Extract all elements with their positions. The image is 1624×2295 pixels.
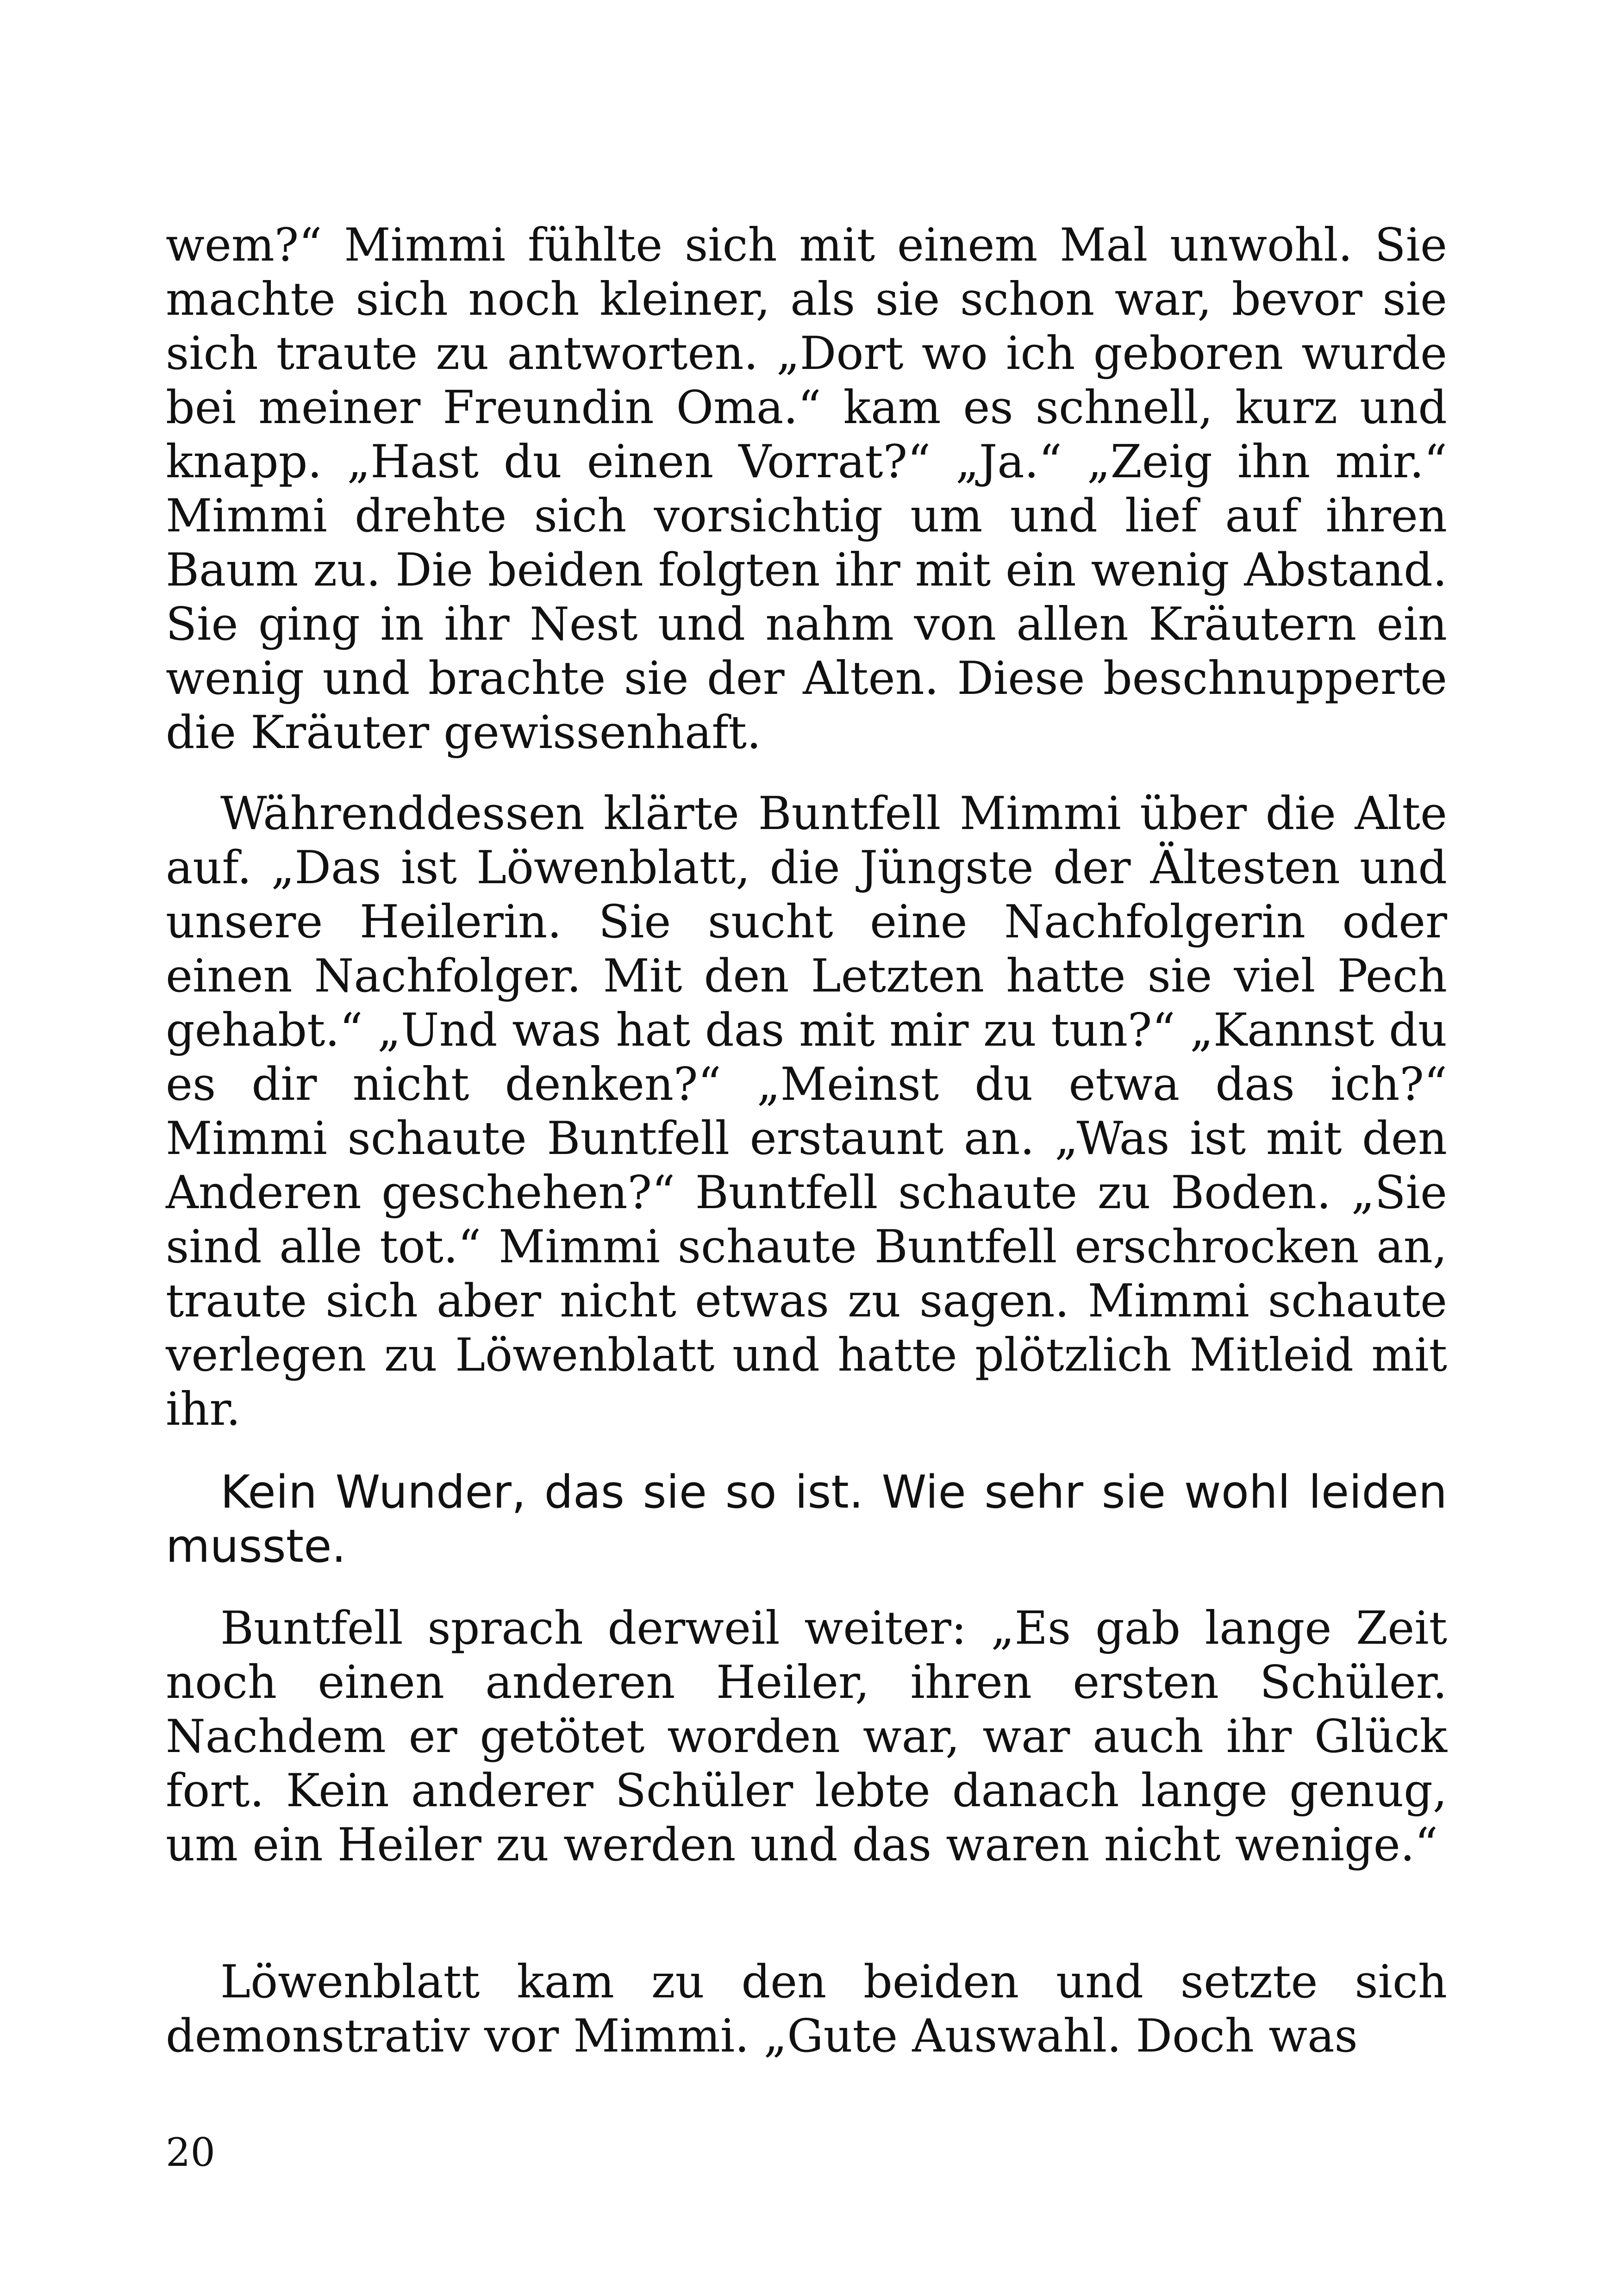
paragraph-text: Löwenblatt kam zu den beiden und setzte sich demonstrativ vor Mimmi. „Gute Auswahl. Doch was	[166, 1956, 1447, 2063]
paragraph-4	[166, 1602, 1447, 1872]
paragraph-text: Buntfell sprach derweil weiter: „Es gab lange Zeit noch einen anderen Heiler, ihren ersten Schüler. Nachdem er getötet worden war, war auch ihr Glück fort. Kein anderer Schüler lebte danach lange genug, um ein Heiler zu werden und das waren nicht wenige.“	[166, 1602, 1447, 1871]
paragraph-1	[166, 218, 1447, 760]
paragraph-text: wem?“ Mimmi fühlte sich mit einem Mal unwohl. Sie machte sich noch kleiner, als sie schon war, bevor sie sich traute zu antworten. „Dort wo ich geboren wurde bei meiner Freundin Oma.“ kam es schnell, kurz und knapp. „Hast du einen Vorrat?“ „Ja.“ „Zeig ihn mir.“ Mimmi drehte sich vorsichtig um und lief auf ihren Baum zu. Die beiden folgten ihr mit ein wenig Abstand. Sie ging in ihr Nest und nahm von allen Kräutern ein wenig und brachte sie der Alten. Diese beschnupperte die Kräuter gewissenhaft.	[166, 219, 1447, 759]
paragraph-2	[166, 787, 1447, 1437]
page-number: 20	[166, 2130, 215, 2175]
paragraph-text: Währenddessen klärte Buntfell Mimmi über die Alte auf. „Das ist Löwenblatt, die Jüngste der Ältesten und unsere Heilerin. Sie sucht eine Nachfolgerin oder einen Nachfolger. Mit den Letzten hatte sie viel Pech gehabt.“ „Und was hat das mit mir zu tun?“ „Kannst du es dir nicht denken?“ „Meinst du etwa das ich?“ Mimmi schaute Buntfell erstaunt an. „Was ist mit den Anderen geschehen?“ Buntfell schaute zu Boden. „Sie sind alle tot.“ Mimmi schaute Buntfell erschrocken an, traute sich aber nicht etwas zu sagen. Mimmi schaute verlegen zu Löwenblatt und hatte plötzlich Mitleid mit ihr.	[166, 787, 1447, 1436]
paragraph-text: Kein Wunder, das sie so ist. Wie sehr sie wohl leiden musste.	[166, 1466, 1447, 1573]
thought-paragraph	[166, 1466, 1447, 1574]
paragraph-5	[166, 1955, 1447, 2064]
